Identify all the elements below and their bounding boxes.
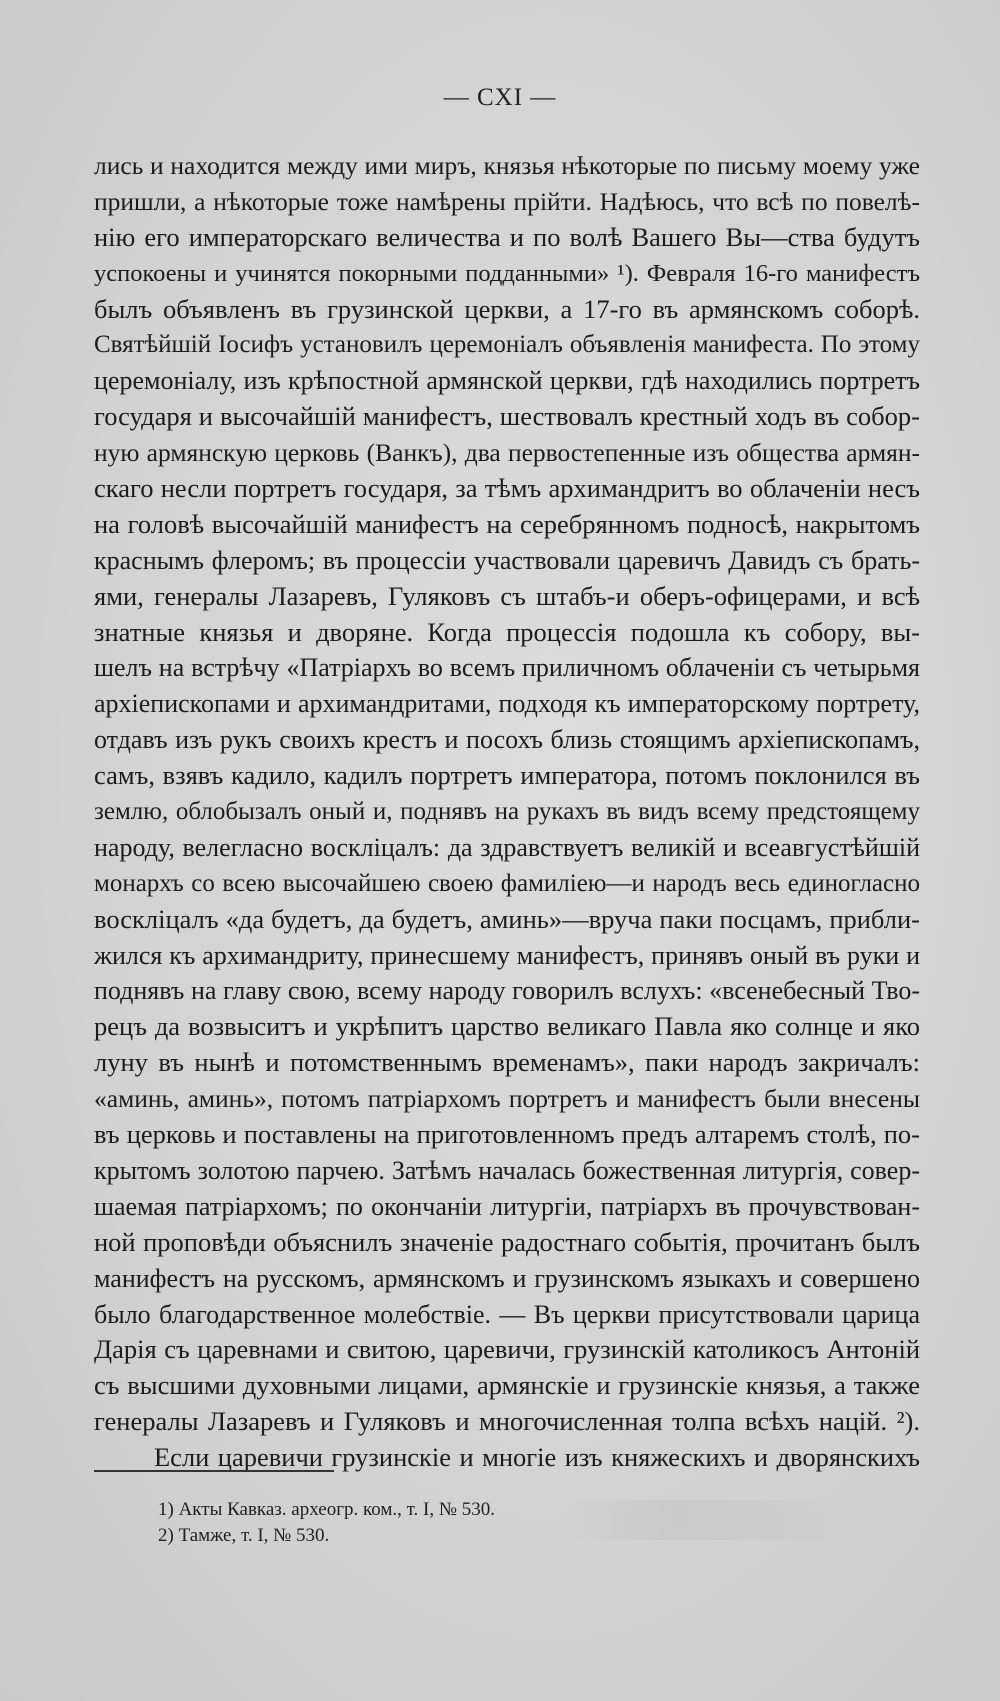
text-line: шелъ на встрѣчу «Патріархъ во всемъ приличномъ облаченіи съ четырьмя <box>94 653 920 683</box>
footnote-divider <box>94 1470 334 1472</box>
text-line: генералы Лазаревъ и Гуляковъ и многочисленная толпа всѣхъ націй. ²). <box>94 1406 920 1437</box>
text-line: ной проповѣди объяснилъ значеніе радостнаго событія, прочитанъ былъ <box>94 1226 920 1257</box>
text-line: поднявъ на главу свою, всему народу говорилъ вслухъ: «всенебесный Тво- <box>94 976 920 1006</box>
text-line: знатные князья и дворяне. Когда процессія подошла къ собору, вы- <box>94 616 920 647</box>
text-line: Святѣйшій Іосифъ установилъ церемоніалъ объявленія манифеста. По этому <box>94 331 920 359</box>
text-line: лись и находится между ими миръ, князья нѣкоторые по письму моему уже <box>94 151 920 180</box>
text-line: ную армянскую церковь (Ванкъ), два первостепенные изъ общества армян- <box>94 438 920 468</box>
text-line: шаемая патріархомъ; по окончаніи литургіи, патріархъ въ прочувствован- <box>94 1191 920 1221</box>
text-line: народу, велегласно воскліцалъ: да здравствуетъ великій и всеавгустѣйшій <box>94 832 920 862</box>
text-line: отдавъ изъ рукъ своихъ крестъ и посохъ близь стоящимъ архіепископамъ, <box>94 725 920 755</box>
text-line: на головѣ высочайшій манифестъ на серебрянномъ подносѣ, накрытомъ <box>94 508 920 539</box>
text-line: Дарія съ царевнами и свитою, царевичи, грузинскій католикосъ Антоній <box>94 1334 920 1365</box>
text-line: манифестъ на русскомъ, армянскомъ и грузинскомъ языкахъ и совершено <box>94 1263 920 1293</box>
text-line: скаго несли портретъ государя, за тѣмъ архимандритъ во облаченіи несъ <box>94 473 920 504</box>
text-line: краснымъ флеромъ; въ процессіи участвовали царевичъ Давидъ съ брать- <box>94 545 920 575</box>
text-line: самъ, взявъ кадило, кадилъ портретъ императора, потомъ поклонился въ <box>94 760 920 791</box>
text-line: монархъ со всею высочайшею своею фамиліею—и народъ весь единогласно <box>94 869 920 897</box>
text-line: успокоены и учинятся покорными подданными» ¹). Февраля 16-го манифестъ <box>94 259 920 287</box>
footnote: 2) Тамже, т. I, № 530. <box>158 1525 330 1546</box>
footnotes <box>158 1497 858 1549</box>
text-line: въ церковь и поставлены на приготовленномъ предъ алтаремъ столѣ, по- <box>94 1119 920 1150</box>
text-line: пришли, а нѣкоторые тоже намѣрены прійти. Надѣюсь, что всѣ по повелѣ- <box>94 186 920 216</box>
text-line: землю, облобызалъ оный и, поднявъ на рукахъ въ видъ всему предстоящему <box>94 798 920 826</box>
text-line: нію его императорскаго величества и по волѣ Вашего Вы—ства будутъ <box>94 221 920 252</box>
text-line: церемоніалу, изъ крѣпостной армянской церкви, гдѣ находились портретъ <box>94 366 920 396</box>
text-line: луну въ нынѣ и потомственнымъ временамъ», паки народъ закричалъ: <box>94 1047 920 1078</box>
text-line: Если царевичи грузинскіе и многіе изъ княжескихъ и дворянскихъ <box>154 1442 920 1473</box>
text-line: было благодарственное молебствіе. — Въ церкви присутствовали царица <box>94 1299 920 1329</box>
text-line: «аминь, аминь», потомъ патріархомъ портретъ и манифестъ были внесены <box>94 1084 920 1114</box>
text-line: ями, генералы Лазаревъ, Гуляковъ съ штабъ-и оберъ-офицерами, и всѣ <box>94 580 920 611</box>
footnote: 1) Акты Кавказ. археогр. ком., т. I, № 530. <box>158 1499 495 1520</box>
text-line: рецъ да возвыситъ и укрѣпитъ царство великаго Павла яко солнце и яко <box>94 1011 920 1042</box>
page-header: — CXI — <box>443 84 557 111</box>
text-line: воскліцалъ «да будетъ, да будетъ, аминь»—вруча паки посцамъ, прибли- <box>94 903 920 934</box>
text-line: былъ объявленъ въ грузинской церкви, а 17-го въ армянскомъ соборѣ. <box>94 293 920 324</box>
text-line: архіепископами и архимандритами, подходя къ императорскому портрету, <box>94 689 920 719</box>
text-line: крытомъ золотою парчею. Затѣмъ началась божественная литургія, совер- <box>94 1155 920 1185</box>
text-line: государя и высочайшій манифестъ, шествовалъ крестный ходъ въ собор- <box>94 401 920 432</box>
text-line: съ высшими духовными лицами, армянскіе и грузинскіе князья, а также <box>94 1370 920 1401</box>
text-line: жился къ архимандриту, принесшему манифестъ, принявъ оный въ руки и <box>94 940 920 970</box>
body-text <box>94 148 920 1476</box>
